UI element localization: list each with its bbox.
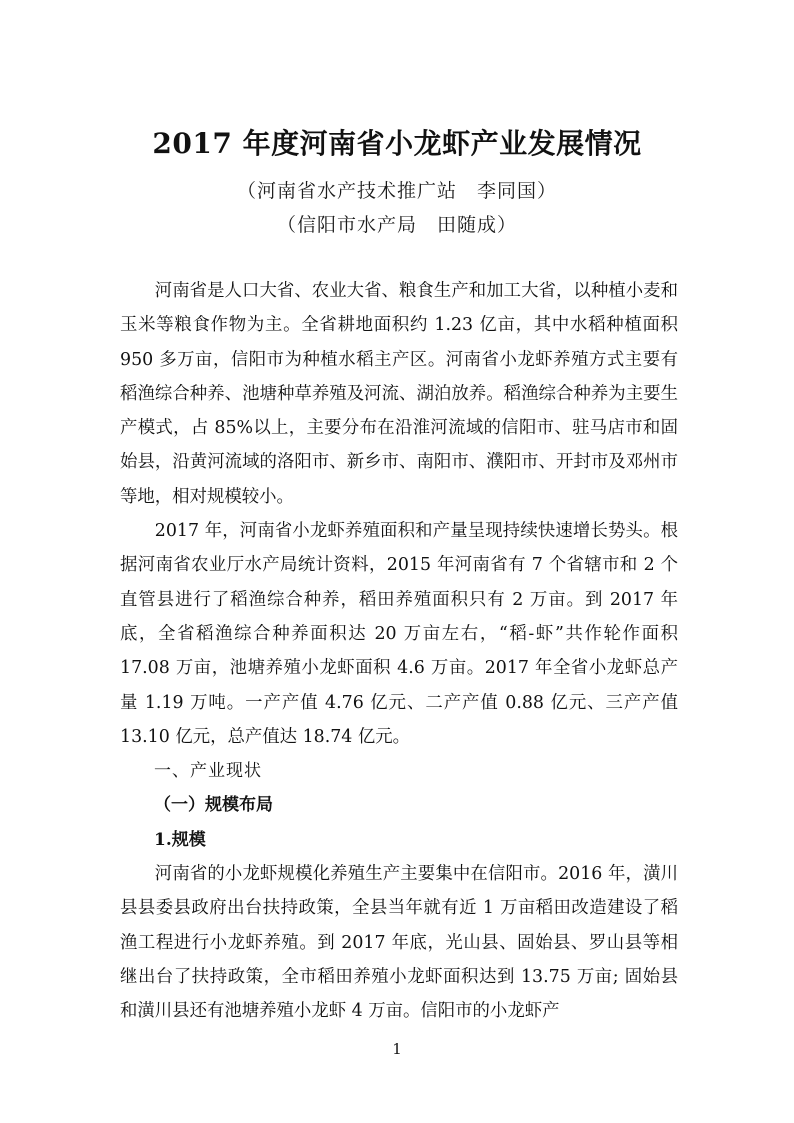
section-heading: 一、产业现状	[154, 761, 262, 782]
subsubsection-heading: 1.规模	[154, 829, 206, 850]
paragraph-scale: 河南省的小龙虾规模化养殖生产主要集中在信阳市。2016 年，潢川县县委县政府出台扶持政策，全县当年就有近 1 万亩稻田改造建设了稻渔工程进行小龙虾养殖。到 2017 年底，光山县、固始县、罗山县等相继出台了扶持政策，全市稻田养殖小龙虾面积达到 13.75 万亩; 固始县和潢川县还有池塘养殖小龙虾 4 万亩。信阳市的小龙虾产	[120, 864, 678, 1022]
paragraph-2017-growth: 2017 年，河南省小龙虾养殖面积和产量呈现持续快速增长势头。根据河南省农业厅水产局统计资料，2015 年河南省有 7 个省辖市和 2 个直管县进行了稻渔综合种养，稻田养殖面积只有 2 万亩。到 2017 年底，全省稻渔综合种养面积达 20 万亩左右，“稻-虾”共作轮作面积 17.08 万亩，池塘养殖小龙虾面积 4.6 万亩。2017 年全省小龙虾总产量 1.19 万吨。一产产值 4.76 亿元、二产产值 0.88 亿元、三产产值 13.10 亿元，总产值达 18.74 亿元。	[120, 521, 678, 747]
subsection-heading: （一）规模布局	[154, 795, 273, 816]
document-body	[120, 274, 678, 1029]
page-number: 1	[392, 1040, 402, 1058]
paragraph-intro: 河南省是人口大省、农业大省、粮食生产和加工大省，以种植小麦和玉米等粮食作物为主。全省耕地面积约 1.23 亿亩，其中水稻种植面积 950 多万亩，信阳市为种植水稻主产区。河南省小龙虾养殖方式主要有稻渔综合种养、池塘种草养殖及河流、湖泊放养。稻渔综合种养为主要生产模式，占 85%以上，主要分布在沿淮河流域的信阳市、驻马店市和固始县，沿黄河流域的洛阳市、新乡市、南阳市、濮阳市、开封市及邓州市等地，相对规模较小。	[120, 281, 678, 507]
author-line-1: （河南省水产技术推广站 李同国）	[236, 180, 557, 202]
document-title: 2017 年度河南省小龙虾产业发展情况	[152, 127, 642, 160]
author-line-2: （信阳市水产局 田随成）	[276, 214, 517, 236]
